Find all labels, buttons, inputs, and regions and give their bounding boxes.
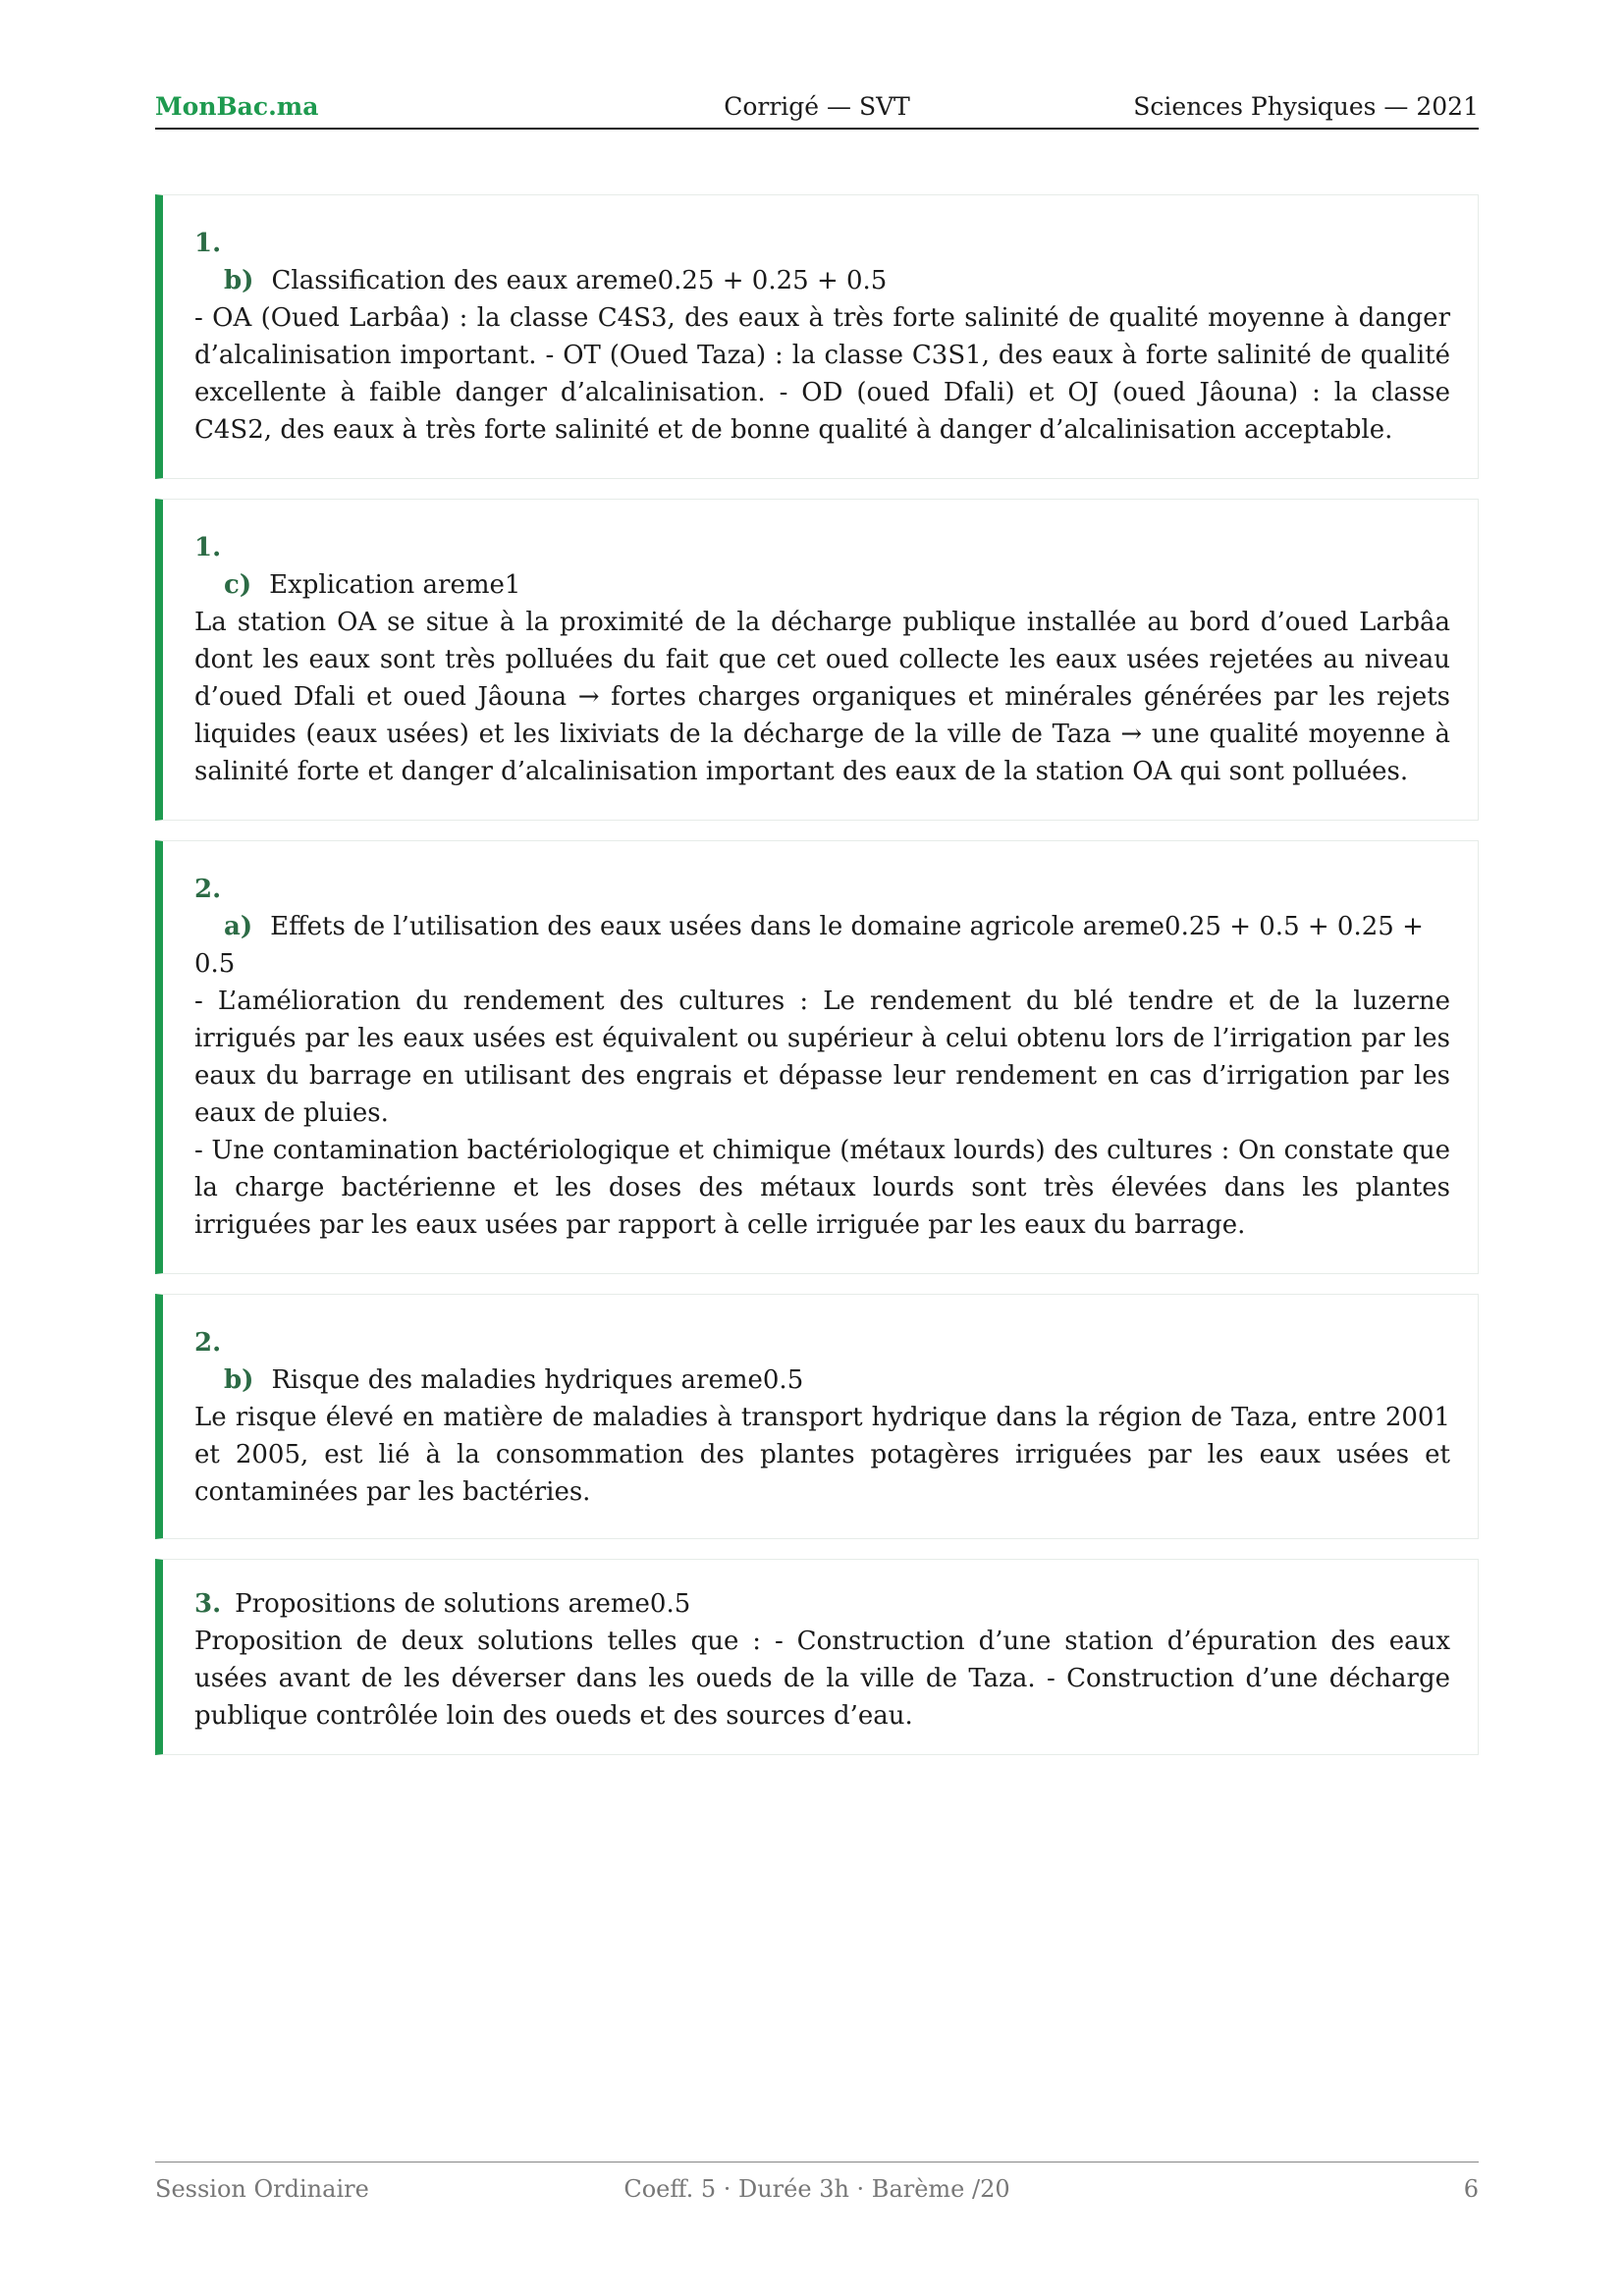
question-number: 1. [194, 533, 222, 562]
answer-text: Le risque élevé en matière de maladies à transport hydrique dans la région de Taza, entre 2001 et 2005, est lié à la consommation des plantes potagères irriguées par les eaux usées et contaminées par les bactéries. [194, 1403, 1450, 1507]
question-title: Propositions de solutions areme0.5 [235, 1589, 691, 1619]
sub-question [194, 262, 1450, 299]
answer-box-3 [155, 1559, 1479, 1755]
sub-question-title: Effets de l’utilisation des eaux usées dans le domaine agricole areme0.25 + 0.5 + 0.25 + 0.5 [194, 912, 1424, 979]
footer-left: Session Ordinaire [155, 2175, 369, 2203]
sub-question-title: Risque des maladies hydriques areme0.5 [271, 1365, 804, 1395]
sub-question-label: c) [224, 570, 252, 600]
answer-text: La station OA se situe à la proximité de la décharge publique installée au bord d’oued Larbâa dont les eaux sont très polluées du fait que cet oued collecte les eaux usées rejetées au niveau d’oued Dfali et oued Jâouna → fortes charges organiques et minérales générées par les rejets liquides (eaux usées) et les lixiviats de la décharge de la ville de Taza → une qualité moyenne à salinité forte et danger d’alcalinisation important des eaux de la station OA qui sont polluées. [194, 608, 1450, 786]
sub-question-label: b) [224, 1365, 254, 1395]
sub-question-title: Classification des eaux areme0.25 + 0.25 + 0.5 [271, 266, 888, 295]
answer-box-2a [155, 840, 1479, 1274]
page-footer [155, 2162, 1479, 2202]
sub-question [194, 908, 1450, 983]
answer-text: - Une contamination bactériologique et chimique (métaux lourds) des cultures : On constate que la charge bactérienne et les doses des métaux lourds sont très élevées dans les plantes irriguées par les eaux usées par rapport à celle irriguée par les eaux du barrage. [194, 1136, 1450, 1240]
question-number: 2. [194, 1328, 222, 1358]
answer-text: - L’amélioration du rendement des cultures : Le rendement du blé tendre et de la luzerne irrigués par les eaux usées est équivalent ou supérieur à celui obtenu lors de l’irrigation par les eaux du barrage en utilisant des engrais et dépasse leur rendement en cas d’irrigation par les eaux de pluies. [194, 987, 1450, 1128]
page-number: 6 [1463, 2175, 1479, 2203]
header-right: Sciences Physiques — 2021 [1133, 92, 1479, 121]
brand-logo: MonBac.ma [155, 92, 319, 121]
sub-question-label: b) [224, 266, 254, 295]
answer-box-2b [155, 1294, 1479, 1539]
question-number: 1. [194, 229, 222, 258]
answer-box-1b [155, 194, 1479, 479]
question-number: 3. [194, 1589, 222, 1619]
question-heading [194, 1585, 1450, 1623]
question-number: 2. [194, 875, 222, 904]
answer-box-1c [155, 499, 1479, 821]
sub-question [194, 566, 1450, 604]
answer-text: - OA (Oued Larbâa) : la classe C4S3, des eaux à très forte salinité de qualité moyenne à danger d’alcalinisation important. - OT (Oued Taza) : la classe C3S1, des eaux à forte salinité de qualité excellente à faible danger d’alcalinisation. - OD (oued Dfali) et OJ (oued Jâouna) : la classe C4S2, des eaux à très forte salinité et de bonne qualité à danger d’alcalinisation acceptable. [194, 303, 1450, 445]
header-center: Corrigé — SVT [724, 92, 910, 121]
sub-question [194, 1362, 1450, 1399]
page-header [155, 90, 1479, 130]
footer-center: Coeff. 5 · Durée 3h · Barème /20 [623, 2175, 1010, 2203]
sub-question-label: a) [224, 912, 253, 941]
answer-text: Proposition de deux solutions telles que : - Construction d’une station d’épuration des eaux usées avant de les déverser dans les oueds de la ville de Taza. - Construction d’une décharge publique contrôlée loin des oueds et des sources d’eau. [194, 1627, 1450, 1731]
sub-question-title: Explication areme1 [269, 570, 521, 600]
